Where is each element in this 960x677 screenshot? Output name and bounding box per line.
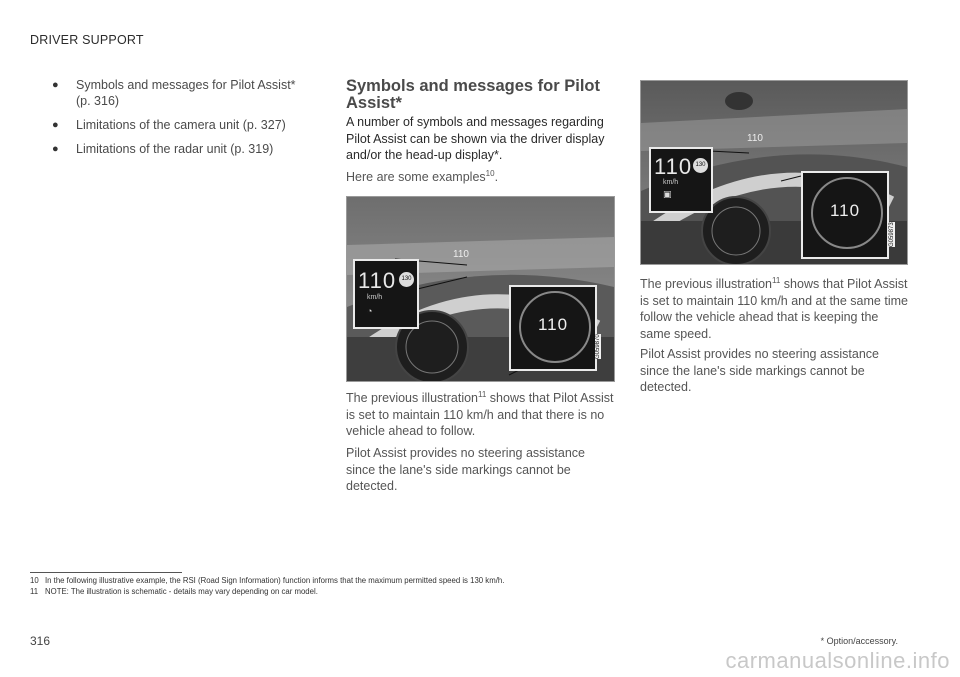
- set-speed: 110: [358, 268, 397, 293]
- set-speed: 110: [654, 154, 693, 179]
- driver-display-zoom: [649, 147, 713, 213]
- speed-sign-icon: 130: [693, 158, 708, 173]
- footnote-ref-10[interactable]: 10: [485, 168, 495, 178]
- speedometer-readout: 110: [537, 315, 569, 334]
- footnote-ref-11[interactable]: 11: [478, 389, 487, 399]
- related-link-camera-limitations[interactable]: ● Limitations of the camera unit (p. 327): [52, 118, 286, 132]
- note-2: Pilot Assist provides no steering assistance since the lane's side markings cannot be detected.: [640, 347, 880, 394]
- note-1: Pilot Assist provides no steering assistance since the lane's side markings cannot be detected.: [346, 446, 586, 493]
- footnote-10: 10 In the following illustrative example, the RSI (Road Sign Information) function informs that the maximum permitted speed is 130 km/h.: [30, 576, 505, 585]
- speedometer-readout: 110: [829, 201, 861, 220]
- driver-display-zoom: [353, 259, 419, 329]
- footnote-11: 11 NOTE: The illustration is schematic - details may vary depending on car model.: [30, 587, 318, 596]
- illustration-code: G059870: [595, 334, 601, 359]
- bullet-icon: ●: [52, 79, 59, 91]
- footnote-ref-11[interactable]: 11: [772, 275, 781, 285]
- speed-sign-icon: 130: [399, 272, 414, 287]
- related-link-radar-limitations[interactable]: ● Limitations of the radar unit (p. 319): [52, 142, 274, 156]
- page-number: 316: [30, 634, 51, 648]
- section-header: DRIVER SUPPORT: [30, 33, 144, 47]
- illustration-no-vehicle-ahead: [346, 196, 615, 382]
- option-accessory-note: * Option/accessory.: [820, 636, 898, 646]
- illustration-code: G059873: [889, 222, 895, 247]
- speed-unit: km/h: [663, 179, 679, 186]
- footnote-divider: [30, 572, 182, 573]
- speedometer-zoom: [801, 171, 889, 259]
- speedometer-zoom: [509, 285, 597, 371]
- vehicle-ahead-icon: ▣: [663, 189, 672, 199]
- illustration-following-vehicle: [640, 80, 908, 265]
- article-heading: Symbols and messages for Pilot Assist*: [346, 77, 600, 112]
- caption-2: The previous illustration$^{11}$ shows that Pilot Assist is set to maintain 110 km/h and at the same time follow the vehicle ahead that is keeping the same speed.: [640, 275, 908, 341]
- pilot-assist-steering-icon: ◔: [367, 306, 373, 316]
- bullet-icon: ●: [52, 119, 59, 131]
- article-intro: A number of symbols and messages regarding Pilot Assist can be shown via the driver display and/or the head-up display*.: [346, 115, 605, 162]
- hud-speed-readout: 110: [747, 133, 763, 144]
- hud-speed-readout: 110: [453, 249, 469, 260]
- caption-1: The previous illustration$^{11}$ shows that Pilot Assist is set to maintain 110 km/h and that there is no vehicle ahead to follow.: [346, 389, 614, 438]
- bullet-icon: ●: [52, 143, 59, 155]
- examples-line: Here are some examples$^{10}$.: [346, 168, 499, 184]
- watermark: carmanualsonline.info: [725, 648, 950, 673]
- related-link-pilot-assist-symbols[interactable]: ● Symbols and messages for Pilot Assist* (p. 316): [52, 78, 296, 108]
- related-links-list: [52, 77, 307, 165]
- speed-unit: km/h: [367, 294, 383, 301]
